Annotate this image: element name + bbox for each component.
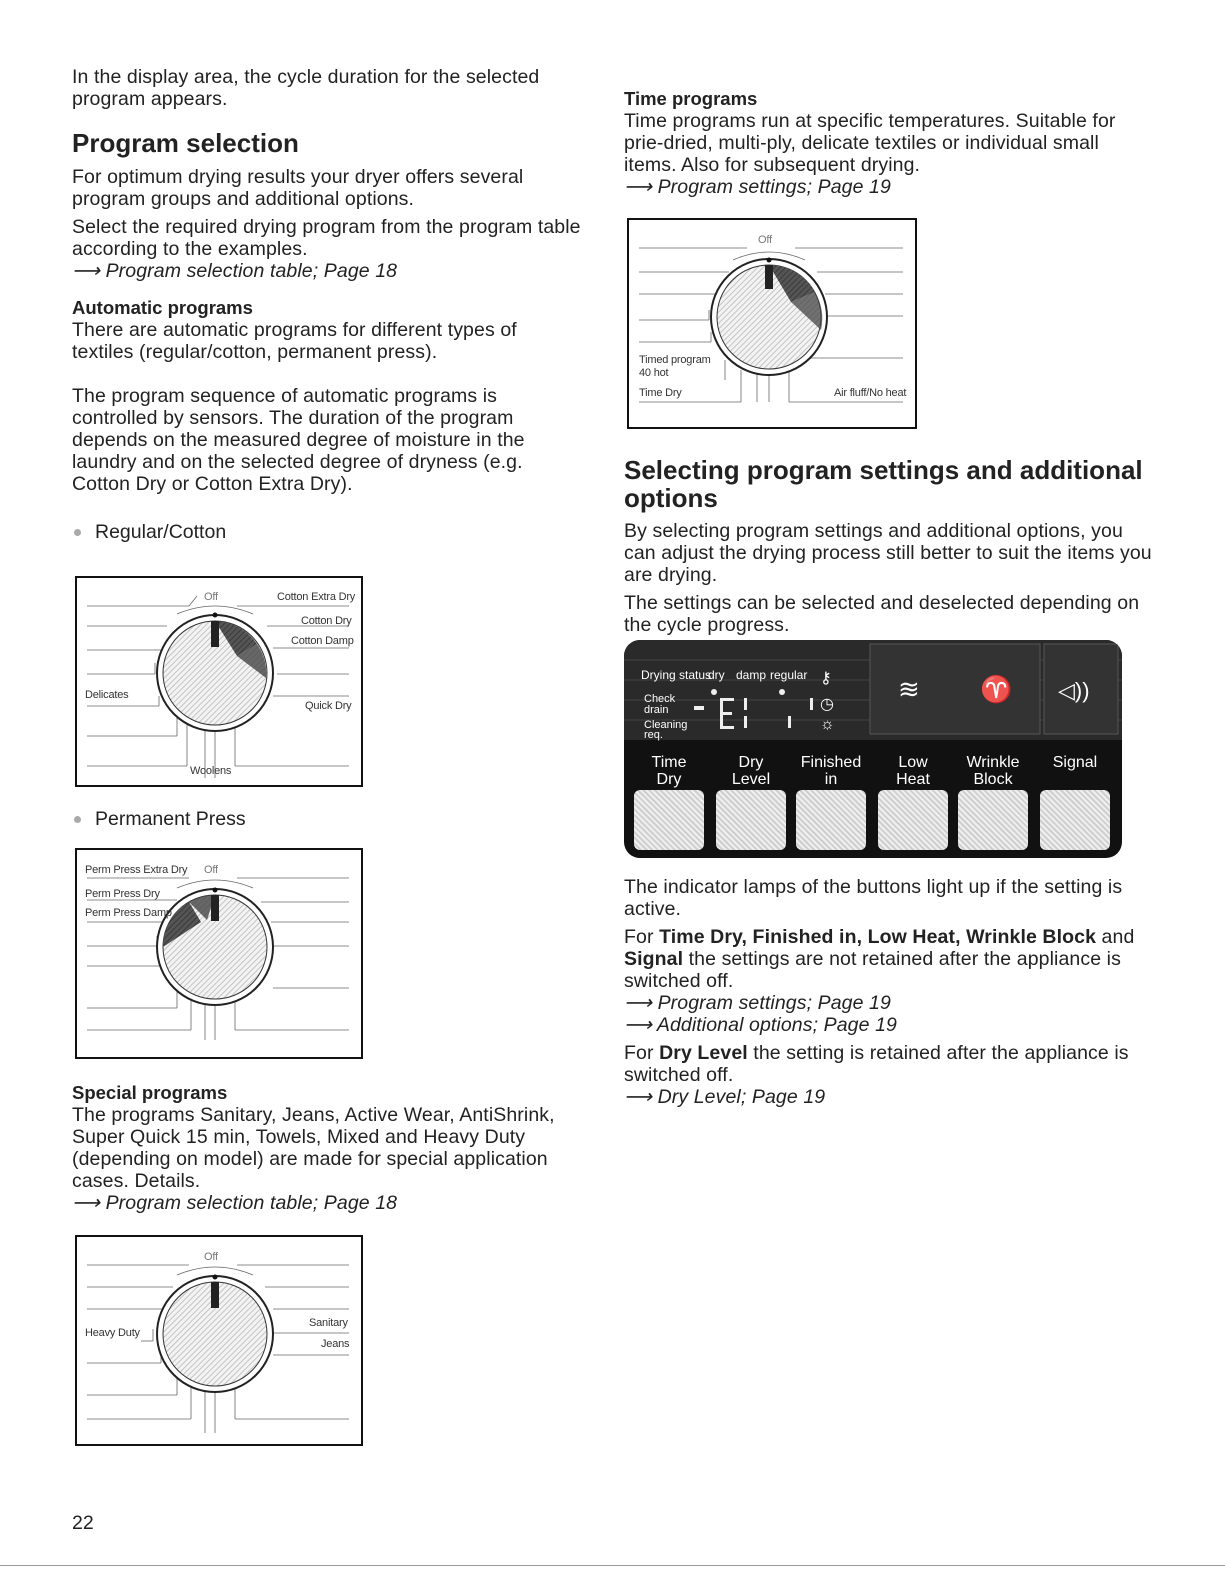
special-programs-table-link[interactable]: ⟶ Program selection table; Page 18 [72,1192,398,1214]
settings-paragraph-5: For Dry Level the setting is retained after the appliance is switched off. [624,1042,1129,1086]
wrinkle-shirt-icon: ♈ [980,674,1013,704]
signal-button[interactable] [1040,790,1110,850]
bullet-permanent-press [72,808,246,830]
special-programs-section [72,1082,582,1214]
dial-label-sanitary: Sanitary [309,1317,348,1329]
special-programs-dial-diagram [75,1235,363,1446]
regular-cotton-dial-diagram [75,576,363,787]
check-drain-label: Check drain [644,693,676,716]
program-dial-icon [77,850,361,1057]
time-programs-paragraph: Time programs run at specific temperatures. Suitable for prie-dried, multi-ply, delicate textiles or individual small items. Also for subsequent drying. [624,110,1116,176]
status-dry-label: dry [708,668,725,682]
permanent-press-dial-diagram [75,848,363,1059]
program-selection-paragraph-1: For optimum drying results your dryer offers several program groups and additional options. [72,166,524,210]
bullet-label: Regular/Cotton [95,521,227,543]
cleaning-req-label: Cleaning req. [644,719,688,741]
wrinkle-block-button[interactable] [958,790,1028,850]
status-damp-label: damp [736,668,767,682]
bullet-dot-icon [74,816,81,823]
dry-level-link[interactable]: ⟶ Dry Level; Page 19 [624,1086,826,1108]
special-programs-heading: Special programs [72,1082,228,1103]
sun-icon: ☼ [820,716,835,733]
settings-paragraph-3: The indicator lamps of the buttons light up if the setting is active. [624,876,1123,920]
low-heat-button[interactable] [878,790,948,850]
program-dial-icon [77,1237,361,1444]
program-selection-heading: Program selection [72,128,299,158]
dial-label-woolens: Woolens [190,765,232,777]
left-column [72,66,582,543]
dial-off-label: Off [204,864,218,876]
settings-details-section [624,876,1154,1108]
program-selection-table-link[interactable]: ⟶ Program selection table; Page 18 [72,260,398,282]
bullet-regular-cotton [72,521,582,543]
button-label-low-heat: Low Heat [896,754,930,788]
additional-options-link[interactable]: ⟶ Additional options; Page 19 [624,1014,897,1036]
control-panel-diagram [624,640,1122,858]
low-heat-icon: ≋ [898,674,920,704]
dial-off-label: Off [758,234,772,246]
display-background [624,640,1122,740]
dial-label-jeans: Jeans [321,1338,350,1350]
dial-label-timed-program: Timed program [639,354,711,366]
time-programs-dial-diagram [627,218,917,429]
automatic-paragraph-2: The program sequence of automatic programs is controlled by sensors. The duration of the program depends on the measured degree of moisture in the laundry and on the selected degree of dryness (e.g. Cotton Dry or Cotton Extra Dry). [72,385,525,495]
bottom-divider [0,1565,1225,1566]
dial-label-heavy-duty: Heavy Duty [85,1327,140,1339]
right-column [624,88,1144,198]
program-dial-icon [77,578,361,785]
dial-label-perm-press-damp: Perm Press Damp [85,907,172,919]
time-dry-button[interactable] [634,790,704,850]
intro-paragraph: In the display area, the cycle duration for the selected program appears. [72,66,540,110]
time-programs-heading: Time programs [624,88,758,109]
settings-heading: Selecting program settings and additional options [624,455,1143,513]
drying-status-label: Drying status [641,668,712,682]
automatic-paragraph-1: There are automatic programs for different types of textiles (regular/cotton, permanent press). [72,319,517,363]
key-lock-icon: ⚷ [820,670,832,687]
dry-level-button[interactable] [716,790,786,850]
bullet-label: Permanent Press [95,808,246,830]
dial-label-air-fluff: Air fluff/No heat [834,387,907,399]
finished-in-button[interactable] [796,790,866,850]
dial-off-label: Off [204,1251,218,1263]
dial-label-quick-dry: Quick Dry [305,700,352,712]
settings-paragraph-1: By selecting program settings and additional options, you can adjust the drying process still better to suit the items you are drying. [624,520,1152,586]
dial-label-delicates: Delicates [85,689,129,701]
settings-paragraph-4: For Time Dry, Finished in, Low Heat, Wrinkle Block and Signal the settings are not retained after the appliance is switched off. [624,926,1135,992]
timer-icon: ◷ [820,696,834,713]
button-label-wrinkle-block: Wrinkle Block [966,754,1020,788]
dial-label-perm-press-dry: Perm Press Dry [85,888,160,900]
special-programs-paragraph: The programs Sanitary, Jeans, Active Wear, AntiShrink, Super Quick 15 min, Towels, Mixed and Heavy Duty (depending on model) are made for special application cases. Details. [72,1104,555,1192]
dial-off-label: Off [204,591,218,603]
dial-label-cotton-extra-dry: Cotton Extra Dry [277,591,356,603]
signal-speaker-icon: ◁)) [1058,678,1090,703]
button-label-finished-in: Finished in [800,754,862,788]
settings-intro-section [624,456,1154,636]
button-label-signal: Signal [1052,754,1098,771]
program-settings-link[interactable]: ⟶ Program settings; Page 19 [624,992,891,1014]
status-regular-label: regular [770,668,808,682]
dial-label-time-dry: Time Dry [639,387,682,399]
bullet-dot-icon [74,529,81,536]
dial-label-40-hot: 40 hot [639,367,669,379]
page-number: 22 [72,1512,94,1534]
button-label-time-dry: Time Dry [651,754,687,788]
time-programs-settings-link[interactable]: ⟶ Program settings; Page 19 [624,176,891,198]
dial-label-cotton-dry: Cotton Dry [301,615,352,627]
automatic-programs-heading: Automatic programs [72,297,253,318]
dial-label-cotton-damp: Cotton Damp [291,635,354,647]
button-label-dry-level: Dry Level [731,754,771,788]
dial-label-perm-press-extra-dry: Perm Press Extra Dry [85,864,188,876]
program-selection-paragraph-2: Select the required drying program from the program table according to the examples. [72,216,581,260]
settings-paragraph-2: The settings can be selected and deselected depending on the cycle progress. [624,592,1140,636]
